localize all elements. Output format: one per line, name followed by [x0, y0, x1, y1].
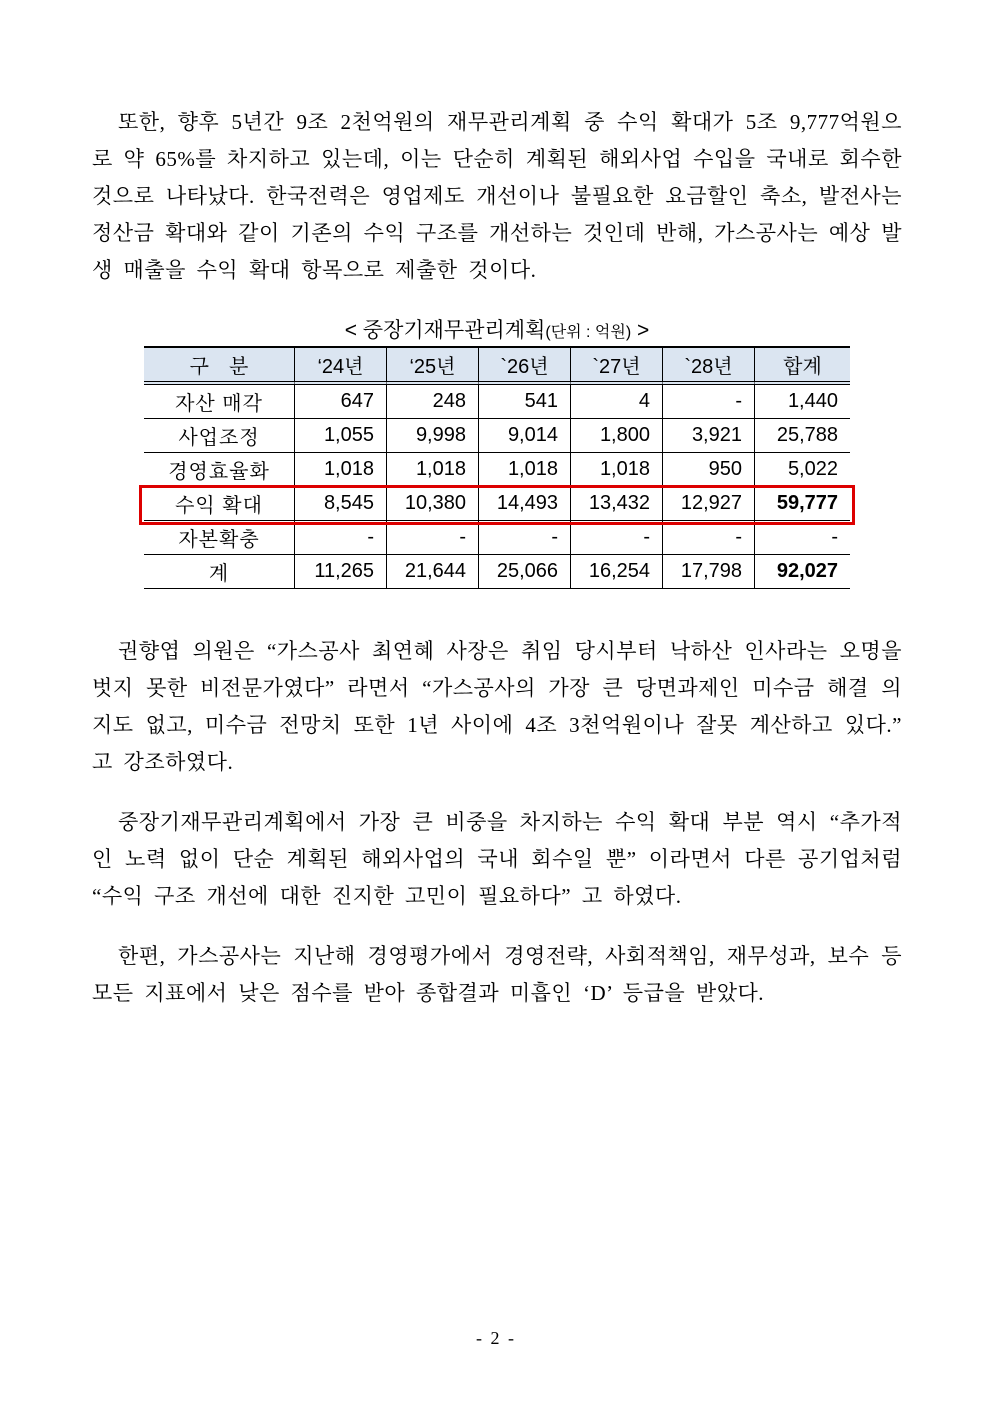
cell-value: -	[662, 385, 754, 419]
cell-value: 950	[662, 453, 754, 487]
table-section	[92, 319, 902, 589]
cell-value: 1,800	[570, 419, 662, 453]
financial-plan-table-wrap	[144, 346, 850, 589]
table-header-row	[144, 346, 850, 385]
row-label: 수익 확대	[144, 487, 294, 521]
table-title-close: >	[631, 319, 650, 342]
table-row-capital-increase	[144, 521, 850, 555]
header-year-28: `28년	[662, 346, 754, 385]
cell-value: 25,066	[478, 555, 570, 589]
cell-value: 1,055	[294, 419, 386, 453]
paragraph-finance-plan-summary: 또한, 향후 5년간 9조 2천억원의 재무관리계획 중 수익 확대가 5조 9,777억원으로 약 65%를 차지하고 있는데, 이는 단순히 계획된 해외사업 수입을 국내로 회수한 것으로 나타났다. 한국전력은 영업제도 개선이나 불필요한 요금할인 축소, 발전사는 정산금 확대와 같이 기존의 수익 구조를 개선하는 것인데 반해, 가스공사는 예상 발생 매출을 수익 확대 항목으로 제출한 것이다.	[92, 110, 902, 282]
paragraph-kwon-quote-1: 권향엽 의원은 “가스공사 최연혜 사장은 취임 당시부터 낙하산 인사라는 오명을 벗지 못한 비전문가였다” 라면서 “가스공사의 가장 큰 당면과제인 미수금 해결 의지도 없고, 미수금 전망치 또한 1년 사이에 4조 3천억원이나 잘못 계산하고 있다.” 고 강조하였다.	[92, 639, 902, 774]
header-year-27: `27년	[570, 346, 662, 385]
cell-value: 1,018	[386, 453, 478, 487]
cell-value: 13,432	[570, 487, 662, 521]
cell-value: 541	[478, 385, 570, 419]
table-row-revenue-expansion	[144, 487, 850, 521]
financial-plan-table	[144, 346, 850, 589]
cell-total: 59,777	[754, 487, 850, 521]
cell-value: 21,644	[386, 555, 478, 589]
paragraph-kwon-quote-2: 중장기재무관리계획에서 가장 큰 비중을 차지하는 수익 확대 부분 역시 “추가적인 노력 없이 단순 계획된 해외사업의 국내 회수일 뿐” 이라면서 다른 공기업처럼 “수익 구조 개선에 대한 진지한 고민이 필요하다” 고 하였다.	[92, 810, 902, 908]
cell-total: -	[754, 521, 850, 555]
cell-value: 16,254	[570, 555, 662, 589]
table-row-asset-sale	[144, 385, 850, 419]
header-year-24: ‘24년	[294, 346, 386, 385]
cell-value: 14,493	[478, 487, 570, 521]
cell-value: 1,018	[294, 453, 386, 487]
cell-value: 8,545	[294, 487, 386, 521]
cell-value: 11,265	[294, 555, 386, 589]
header-year-26: `26년	[478, 346, 570, 385]
row-label: 경영효율화	[144, 453, 294, 487]
cell-value: -	[662, 521, 754, 555]
cell-value: -	[294, 521, 386, 555]
row-label: 자본확충	[144, 521, 294, 555]
page-number: - 2 -	[476, 1328, 516, 1348]
table-row-business-adjust	[144, 419, 850, 453]
cell-value: 248	[386, 385, 478, 419]
cell-value: 4	[570, 385, 662, 419]
table-title-text: < 중장기재무관리계획	[344, 319, 546, 342]
cell-total: 25,788	[754, 419, 850, 453]
cell-value: 12,927	[662, 487, 754, 521]
cell-value: 10,380	[386, 487, 478, 521]
table-row-efficiency	[144, 453, 850, 487]
cell-value: 9,014	[478, 419, 570, 453]
row-label: 사업조정	[144, 419, 294, 453]
cell-value: 647	[294, 385, 386, 419]
paragraph-management-evaluation: 한편, 가스공사는 지난해 경영평가에서 경영전략, 사회적책임, 재무성과, 보수 등 모든 지표에서 낮은 점수를 받아 종합결과 미흡인 ‘D’ 등급을 받았다.	[92, 944, 902, 1005]
cell-total: 1,440	[754, 385, 850, 419]
cell-total: 5,022	[754, 453, 850, 487]
cell-value: 1,018	[478, 453, 570, 487]
header-year-25: ‘25년	[386, 346, 478, 385]
cell-value: -	[478, 521, 570, 555]
cell-value: -	[570, 521, 662, 555]
cell-value: 9,998	[386, 419, 478, 453]
cell-total: 92,027	[754, 555, 850, 589]
cell-value: -	[386, 521, 478, 555]
header-category: 구 분	[144, 346, 294, 385]
cell-value: 1,018	[570, 453, 662, 487]
row-label: 계	[144, 555, 294, 589]
table-row-sum	[144, 555, 850, 589]
cell-value: 17,798	[662, 555, 754, 589]
cell-value: 3,921	[662, 419, 754, 453]
table-title-unit: (단위 : 억원)	[545, 324, 632, 341]
table-title	[144, 319, 850, 345]
header-total: 합계	[754, 346, 850, 385]
row-label: 자산 매각	[144, 385, 294, 419]
